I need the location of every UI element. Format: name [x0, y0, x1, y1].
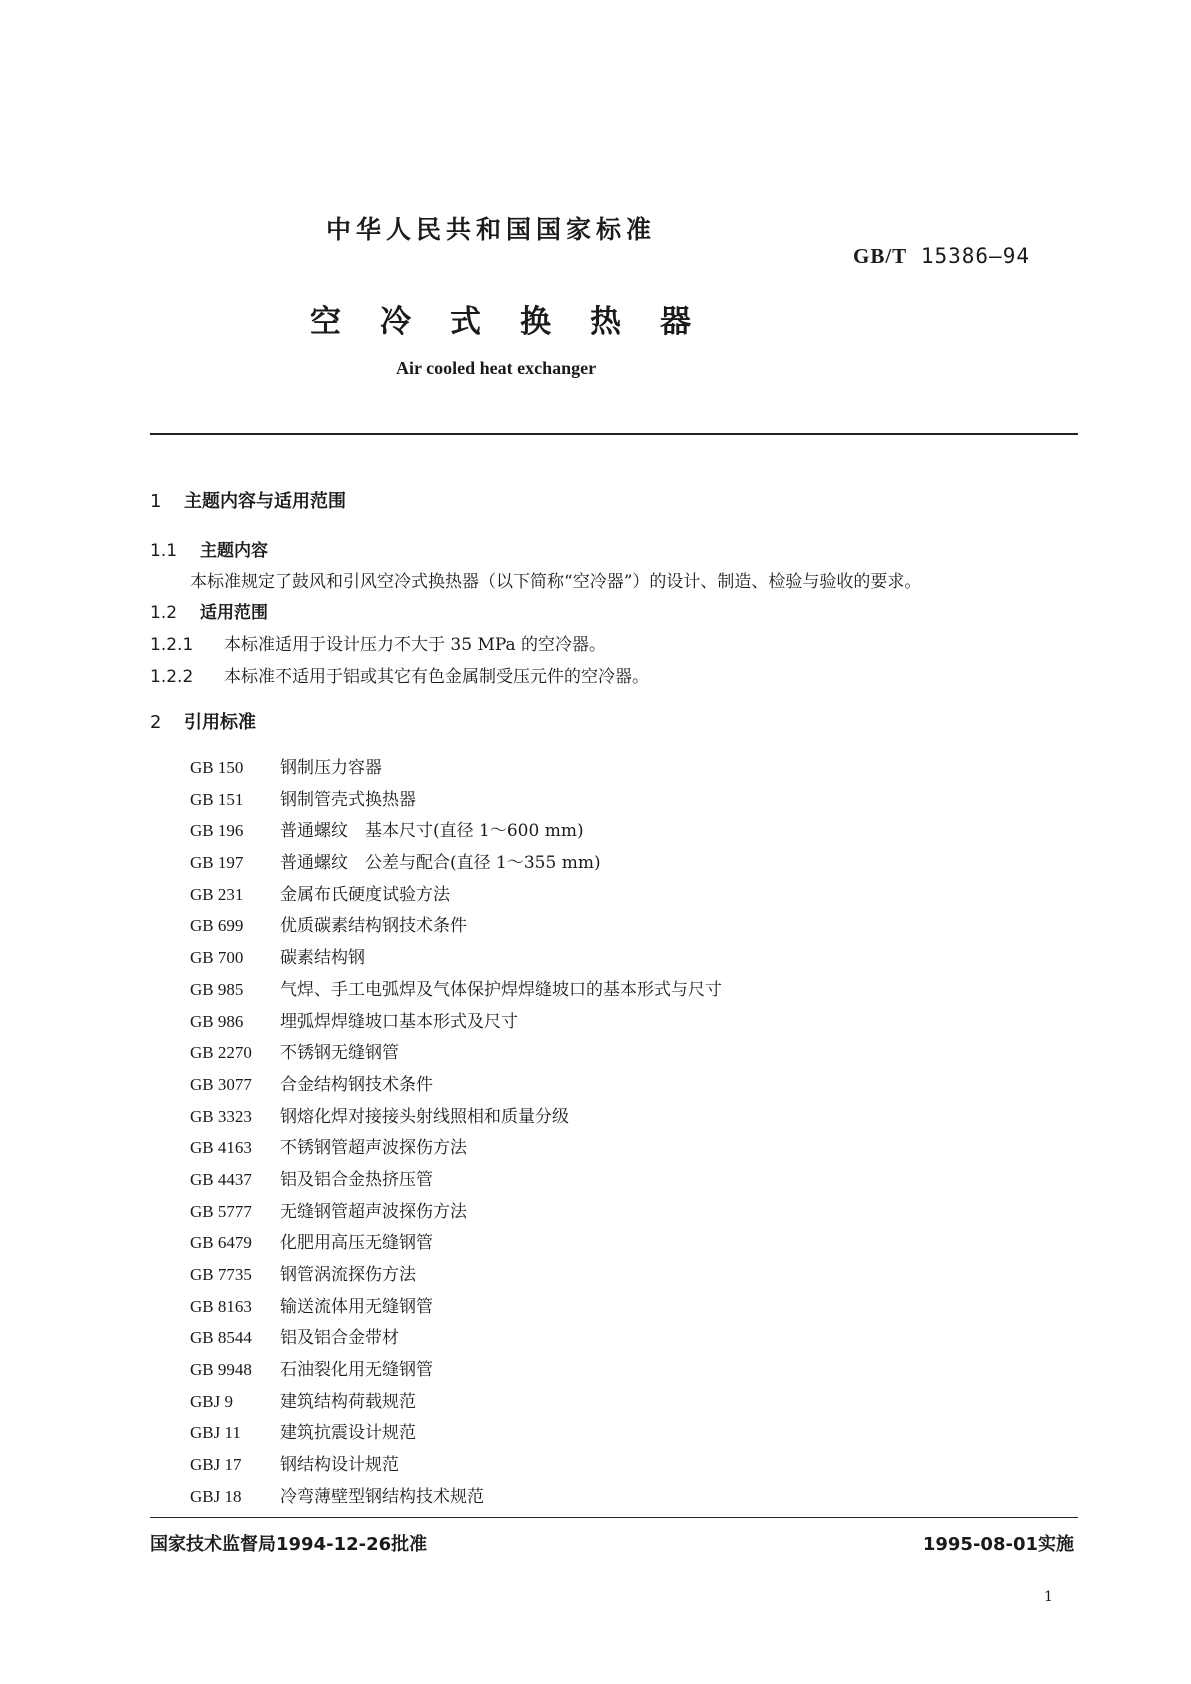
list-item — [190, 1037, 722, 1069]
reference-title: 钢管涡流探伤方法 — [280, 1265, 416, 1285]
reference-title: 钢结构设计规范 — [280, 1455, 399, 1476]
reference-code: GB 6479 — [190, 1233, 252, 1253]
standard-code-prefix: GB/T — [853, 244, 908, 268]
reference-title: 普通螺纹 公差与配合(直径 1～355 mm) — [280, 853, 601, 874]
list-item — [190, 1069, 722, 1101]
section-number: 1.1 — [150, 541, 178, 561]
list-item — [190, 1481, 722, 1513]
reference-code: GB 699 — [190, 916, 244, 936]
reference-title: 碳素结构钢 — [280, 948, 365, 969]
list-item — [190, 974, 722, 1006]
reference-code: GB 150 — [190, 758, 244, 777]
reference-code: GB 2270 — [190, 1043, 252, 1063]
standard-code-number: 15386—94 — [920, 244, 1030, 268]
reference-code: GB 3077 — [190, 1074, 252, 1094]
reference-title: 输送流体用无缝钢管 — [280, 1296, 433, 1317]
list-item — [190, 879, 722, 911]
list-item — [190, 1449, 722, 1481]
list-item — [190, 910, 722, 942]
list-item — [190, 1132, 722, 1164]
clause-number: 1.2.1 — [150, 635, 194, 655]
reference-code: GB 231 — [190, 884, 244, 904]
reference-title: 建筑结构荷载规范 — [280, 1391, 416, 1412]
normative-references-list — [190, 752, 722, 1513]
reference-code: GB 7735 — [190, 1265, 252, 1284]
list-item — [190, 1227, 722, 1259]
section-1-heading — [150, 487, 346, 513]
reference-title: 铝及铝合金带材 — [280, 1328, 399, 1349]
reference-code: GB 4163 — [190, 1138, 252, 1158]
reference-title: 建筑抗震设计规范 — [280, 1423, 416, 1444]
reference-title: 钢制管壳式换热器 — [280, 789, 416, 810]
section-title: 主题内容与适用范围 — [184, 491, 346, 512]
list-item — [190, 815, 722, 847]
reference-title: 钢制压力容器 — [280, 758, 382, 778]
reference-code: GBJ 18 — [190, 1486, 242, 1506]
list-item — [190, 1101, 722, 1133]
list-item — [190, 1164, 722, 1196]
footer-divider — [150, 1517, 1078, 1518]
reference-code: GB 151 — [190, 789, 244, 809]
reference-title: 化肥用高压无缝钢管 — [280, 1233, 433, 1254]
reference-code: GB 9948 — [190, 1360, 252, 1380]
list-item — [190, 752, 722, 784]
list-item — [190, 1259, 722, 1291]
reference-title: 不锈钢管超声波探伤方法 — [280, 1138, 467, 1159]
reference-code: GBJ 11 — [190, 1423, 241, 1443]
reference-code: GB 196 — [190, 821, 244, 841]
reference-title: 埋弧焊焊缝坡口基本形式及尺寸 — [280, 1011, 518, 1032]
reference-title: 普通螺纹 基本尺寸(直径 1～600 mm) — [280, 821, 584, 842]
effective-date-line: 1995-08-01实施 — [922, 1534, 1074, 1555]
standard-title: 中华人民共和国国家标准 — [326, 215, 657, 244]
document-title-en: Air cooled heat exchanger — [396, 358, 597, 378]
reference-code: GB 8544 — [190, 1328, 252, 1348]
section-title: 适用范围 — [200, 603, 268, 623]
header-divider — [150, 433, 1078, 435]
reference-title: 优质碳素结构钢技术条件 — [280, 916, 467, 937]
reference-title: 不锈钢无缝钢管 — [280, 1043, 399, 1064]
list-item — [190, 1291, 722, 1323]
reference-title: 气焊、手工电弧焊及气体保护焊焊缝坡口的基本形式与尺寸 — [280, 979, 722, 1000]
reference-code: GB 8163 — [190, 1296, 252, 1316]
reference-title: 铝及铝合金热挤压管 — [280, 1169, 433, 1190]
list-item — [190, 847, 722, 879]
section-title: 主题内容 — [200, 541, 268, 561]
page-number: 1 — [1044, 1589, 1053, 1605]
reference-title: 合金结构钢技术条件 — [280, 1074, 433, 1095]
list-item — [190, 1386, 722, 1418]
reference-title: 无缝钢管超声波探伤方法 — [280, 1201, 467, 1222]
list-item — [190, 1006, 722, 1038]
reference-code: GBJ 9 — [190, 1391, 233, 1411]
reference-code: GB 5777 — [190, 1201, 252, 1221]
section-number: 1 — [150, 491, 162, 512]
section-title: 引用标准 — [184, 712, 256, 733]
clause-text: 本标准不适用于铝或其它有色金属制受压元件的空冷器。 — [224, 667, 649, 687]
reference-title: 金属布氏硬度试验方法 — [280, 884, 450, 905]
reference-title: 冷弯薄壁型钢结构技术规范 — [280, 1486, 484, 1507]
reference-code: GB 986 — [190, 1011, 244, 1031]
list-item — [190, 1354, 722, 1386]
list-item — [190, 1322, 722, 1354]
section-1-1-text: 本标准规定了鼓风和引风空冷式换热器（以下简称“空冷器”）的设计、制造、检验与验收的要求。 — [190, 572, 922, 592]
clause-text: 本标准适用于设计压力不大于 35 MPa 的空冷器。 — [224, 635, 607, 655]
reference-title: 钢熔化焊对接接头射线照相和质量分级 — [280, 1106, 569, 1127]
reference-code: GB 700 — [190, 948, 244, 968]
list-item — [190, 784, 722, 816]
reference-code: GBJ 17 — [190, 1455, 242, 1475]
document-title-cn: 空冷式换热器 — [310, 304, 730, 340]
standard-code — [853, 244, 1030, 269]
approval-line: 国家技术监督局1994-12-26批准 — [150, 1534, 428, 1555]
list-item — [190, 1417, 722, 1449]
list-item — [190, 942, 722, 974]
section-2-heading — [150, 708, 256, 734]
reference-code: GB 985 — [190, 979, 244, 999]
clause-1-2-2 — [150, 662, 649, 687]
list-item — [190, 1196, 722, 1228]
reference-title: 石油裂化用无缝钢管 — [280, 1360, 433, 1381]
reference-code: GB 197 — [190, 853, 244, 873]
reference-code: GB 4437 — [190, 1169, 252, 1189]
clause-1-2-1 — [150, 630, 606, 655]
section-number: 2 — [150, 712, 162, 733]
section-number: 1.2 — [150, 603, 178, 623]
section-1-2-heading — [150, 598, 268, 623]
section-1-1-heading — [150, 536, 268, 561]
clause-number: 1.2.2 — [150, 667, 194, 687]
reference-code: GB 3323 — [190, 1106, 252, 1126]
